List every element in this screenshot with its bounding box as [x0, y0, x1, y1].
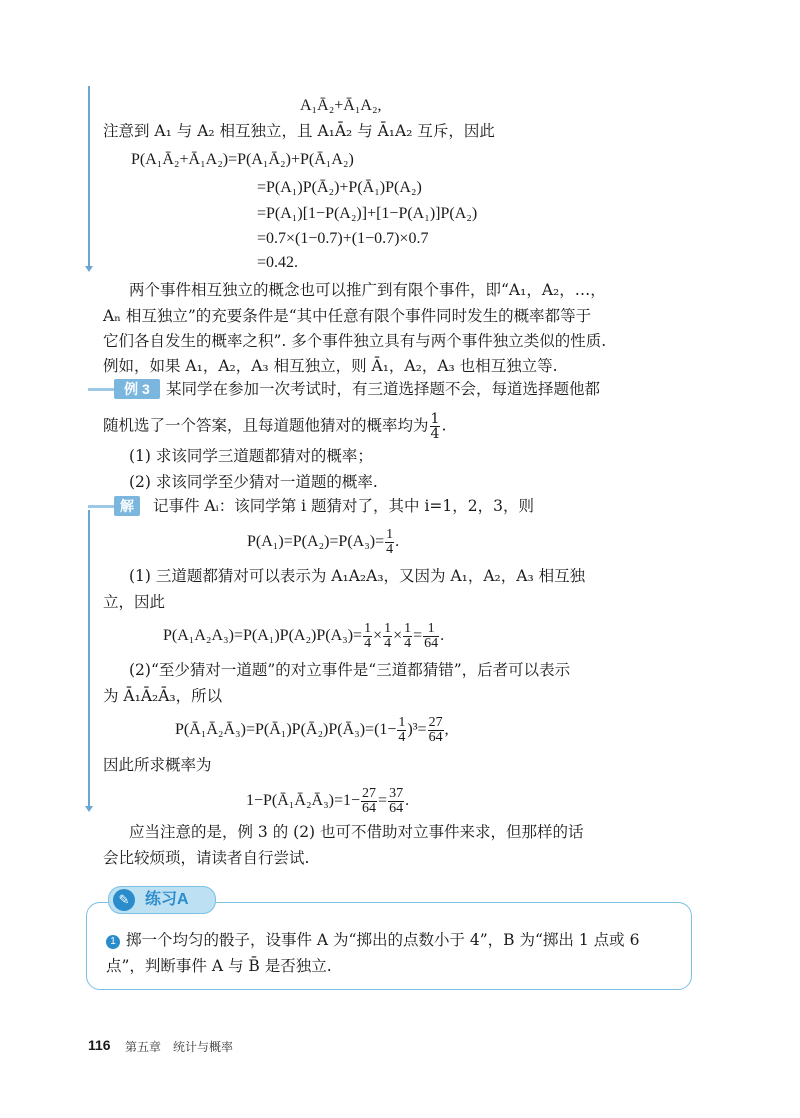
fraction-numerator: 1 [384, 621, 392, 636]
paragraph-line-4: 例如，如果 A₁，A₂，A₃ 相互独立，则 Ā₁，A₂，A₃ 也相互独立等. [103, 357, 558, 375]
example-tag [88, 379, 160, 399]
comma: , [444, 721, 449, 739]
period: . [440, 627, 445, 645]
fraction-denominator: 64 [428, 730, 443, 745]
equation-final [246, 787, 409, 816]
fraction-denominator: 64 [424, 636, 439, 651]
period: . [395, 533, 400, 551]
exercise-line-2: 点”，判断事件 A 与 B̄ 是否独立. [106, 957, 332, 975]
equation-sum: A₁Ā₂+Ā₁A₂, [300, 97, 382, 114]
fraction-numerator: 37 [389, 786, 404, 801]
solution-tag-label: 解 [114, 496, 140, 516]
fraction-one-quarter [383, 622, 392, 651]
fraction-denominator: 4 [364, 636, 372, 651]
times-sign: × [373, 627, 383, 645]
fraction-twenty-seven-sixty-fourths [361, 787, 377, 816]
equation-part2 [175, 716, 449, 745]
fraction-one-quarter [363, 622, 372, 651]
fraction-one-quarter [403, 622, 412, 651]
fraction-numerator: 27 [362, 786, 377, 801]
fraction-numerator: 1 [364, 621, 372, 636]
example-line-2-text: 随机选了一个答案，且每道题他猜对的概率均为 [103, 416, 429, 435]
fraction-numerator: 1 [398, 715, 406, 730]
solution-line-1: 记事件 Aᵢ：该同学第 i 题猜对了，其中 i=1，2，3，则 [153, 497, 535, 515]
exercise-number-badge: 1 [106, 935, 120, 949]
equation-probabilities [247, 528, 399, 557]
question-2: (2) 求该同学至少猜对一道题的概率. [129, 473, 378, 491]
equals-sign: = [413, 627, 423, 645]
chapter-title: 第五章 统计与概率 [125, 1040, 234, 1054]
question-1: (1) 求该同学三道题都猜对的概率； [129, 447, 373, 465]
remark-line-2: 会比较烦琐，请读者自行尝试. [103, 849, 310, 867]
equation-line-2: =P(A₁)P(Ā₂)+P(Ā₁)P(A₂) [257, 179, 422, 196]
fraction-numerator: 27 [428, 715, 443, 730]
example-line-1: 某同学在参加一次考试时，有三道选择题不会，每道选择题他都 [166, 380, 601, 398]
period: . [441, 416, 447, 435]
equation-part2-text: P(Ā₁Ā₂Ā₃)=P(Ā₁)P(Ā₂)P(Ā₃)=(1− [175, 721, 397, 739]
equation-final-text: 1−P(Ā₁Ā₂Ā₃)=1− [246, 792, 361, 810]
page-number: 116 [88, 1037, 111, 1053]
conclusion-line: 因此所求概率为 [103, 756, 212, 774]
equation-part1-text: P(A₁A₂A₃)=P(A₁)P(A₂)P(A₃)= [163, 627, 363, 645]
equation-line-3: =P(A₁)[1−P(A₂)]+[1−P(A₁)]P(A₂) [257, 205, 478, 222]
power-and-equals: )³= [407, 721, 427, 739]
part2-line-2: 为 Ā₁Ā₂Ā₃，所以 [103, 687, 223, 705]
margin-guide-line-solution [88, 510, 90, 806]
equation-line-4: =0.7×(1−0.7)+(1−0.7)×0.7 [257, 230, 429, 247]
note-line: 注意到 A₁ 与 A₂ 相互独立，且 A₁Ā₂ 与 Ā₁A₂ 互斥，因此 [103, 122, 495, 140]
paragraph-line-2: Aₙ 相互独立”的充要条件是“其中任意有限个事件同时发生的概率都等于 [103, 307, 592, 325]
part1-line-1: (1) 三道题都猜对可以表示为 A₁A₂A₃，又因为 A₁，A₂，A₃ 相互独 [129, 567, 586, 585]
equation-probabilities-text: P(A₁)=P(A₂)=P(A₃)= [247, 533, 385, 551]
equation-line-5: =0.42. [257, 254, 299, 271]
fraction-denominator: 4 [384, 636, 392, 651]
part2-line-1: (2)“至少猜对一道题”的对立事件是“三道都猜错”，后者可以表示 [129, 661, 571, 679]
fraction-one-quarter [397, 716, 406, 745]
period: . [405, 792, 410, 810]
example-tag-label: 例 3 [114, 379, 160, 399]
fraction-one-quarter [430, 412, 441, 441]
exercise-line-1 [106, 930, 639, 950]
equals-sign: = [378, 792, 388, 810]
equation-part1 [163, 622, 444, 651]
solution-tag [88, 496, 140, 516]
fraction-numerator: 1 [386, 527, 394, 542]
fraction-numerator: 1 [423, 622, 439, 637]
fraction-thirty-seven-sixty-fourths [388, 787, 404, 816]
fraction-denominator: 4 [386, 542, 394, 557]
remark-line-1: 应当注意的是，例 3 的 (2) 也可不借助对立事件来求，但那样的话 [129, 823, 584, 841]
fraction-denominator: 4 [430, 426, 440, 442]
fraction-numerator: 1 [430, 411, 440, 427]
fraction-denominator: 64 [389, 801, 404, 816]
exercise-line-1-text: 掷一个均匀的骰子，设事件 A 为“掷出的点数小于 4”，B 为“掷出 1 点或 6 [126, 931, 640, 949]
fraction-one-quarter [385, 528, 394, 557]
part1-line-2: 立，因此 [103, 593, 166, 611]
fraction-one-sixty-fourth [423, 622, 439, 651]
exercise-title: 练习A [145, 891, 189, 908]
example-line-2 [103, 412, 446, 441]
pen-logo-icon: ✎ [113, 889, 135, 911]
fraction-denominator: 4 [398, 730, 406, 745]
fraction-numerator: 1 [404, 621, 412, 636]
times-sign: × [393, 627, 403, 645]
paragraph-line-3: 它们各自发生的概率之积”. 多个事件独立具有与两个事件独立类似的性质. [103, 332, 607, 350]
paragraph-line-1: 两个事件相互独立的概念也可以推广到有限个事件，即“A₁，A₂，…， [129, 281, 606, 299]
fraction-denominator: 64 [362, 801, 377, 816]
fraction-twenty-seven-sixty-fourths [428, 716, 444, 745]
margin-guide-line-top [88, 86, 90, 266]
equation-line-1: P(A₁Ā₂+Ā₁A₂)=P(A₁Ā₂)+P(Ā₁A₂) [131, 151, 354, 168]
fraction-denominator: 4 [404, 636, 412, 651]
